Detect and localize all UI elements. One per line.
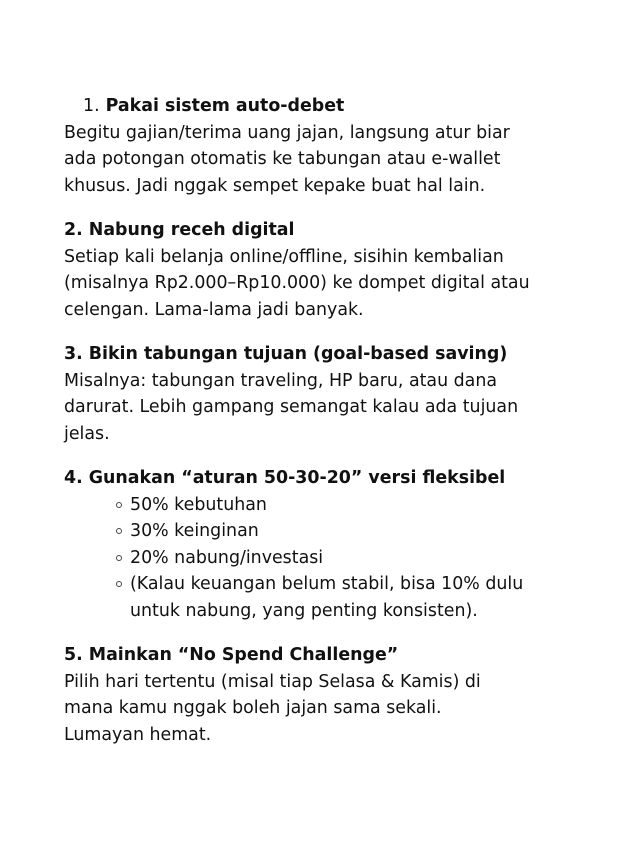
tip-1-body-line: ada potongan otomatis ke tabungan atau e-wallet [64,149,501,169]
bullet-item [116,545,594,572]
bullet-item [116,571,594,624]
tip-3 [64,341,594,447]
tip-5-heading: 5. Mainkan “No Spend Challenge” [64,645,399,665]
tip-5-body-line: Pilih hari tertentu (misal tiap Selasa & Kamis) di [64,671,481,692]
tip-4 [64,465,594,624]
tip-3-body-line: Misalnya: tabungan traveling, HP baru, atau dana [64,370,498,391]
hollow-bullet-icon [116,502,122,508]
bullet-text-continuation: untuk nabung, yang penting konsisten). [130,600,478,621]
tip-1 [64,93,594,199]
tip-1-number: 1. [83,96,100,116]
bullet-text: 50% kebutuhan [130,494,267,515]
tip-3-body-line: darurat. Lebih gampang semangat kalau ada tujuan [64,397,519,417]
tip-2-body-line: Setiap kali belanja online/offline, sisihin kembalian [64,246,504,267]
tips-document [64,93,594,766]
hollow-bullet-icon [116,555,122,561]
bullet-text: (Kalau keuangan belum stabil, bisa 10% dulu [130,574,524,594]
hollow-bullet-icon [116,581,122,587]
tip-2-body-line: celengan. Lama-lama jadi banyak. [64,299,364,320]
bullet-text: 20% nabung/investasi [130,547,324,568]
tip-3-heading: 3. Bikin tabungan tujuan (goal-based saving) [64,344,508,364]
tip-1-heading [64,93,594,120]
tip-4-bullet-list [64,492,594,625]
bullet-text: 30% keinginan [130,521,259,541]
tip-1-title: Pakai sistem auto-debet [105,96,345,116]
tip-3-body-line: jelas. [64,423,110,444]
bullet-item [116,518,594,545]
tip-5 [64,642,594,748]
tip-4-heading: 4. Gunakan “aturan 50-30-20” versi fleksibel [64,468,506,488]
tip-2-heading: 2. Nabung receh digital [64,220,295,240]
hollow-bullet-icon [116,528,122,534]
tip-5-body-line: mana kamu nggak boleh jajan sama sekali. [64,698,442,718]
bullet-item [116,492,594,519]
tip-2-body-line: (misalnya Rp2.000–Rp10.000) ke dompet digital atau [64,273,530,293]
tip-2 [64,217,594,323]
tip-1-body-line: khusus. Jadi nggak sempet kepake buat hal lain. [64,175,486,196]
tip-5-body-line: Lumayan hemat. [64,724,212,745]
tip-1-body-line: Begitu gajian/terima uang jajan, langsung atur biar [64,122,510,143]
